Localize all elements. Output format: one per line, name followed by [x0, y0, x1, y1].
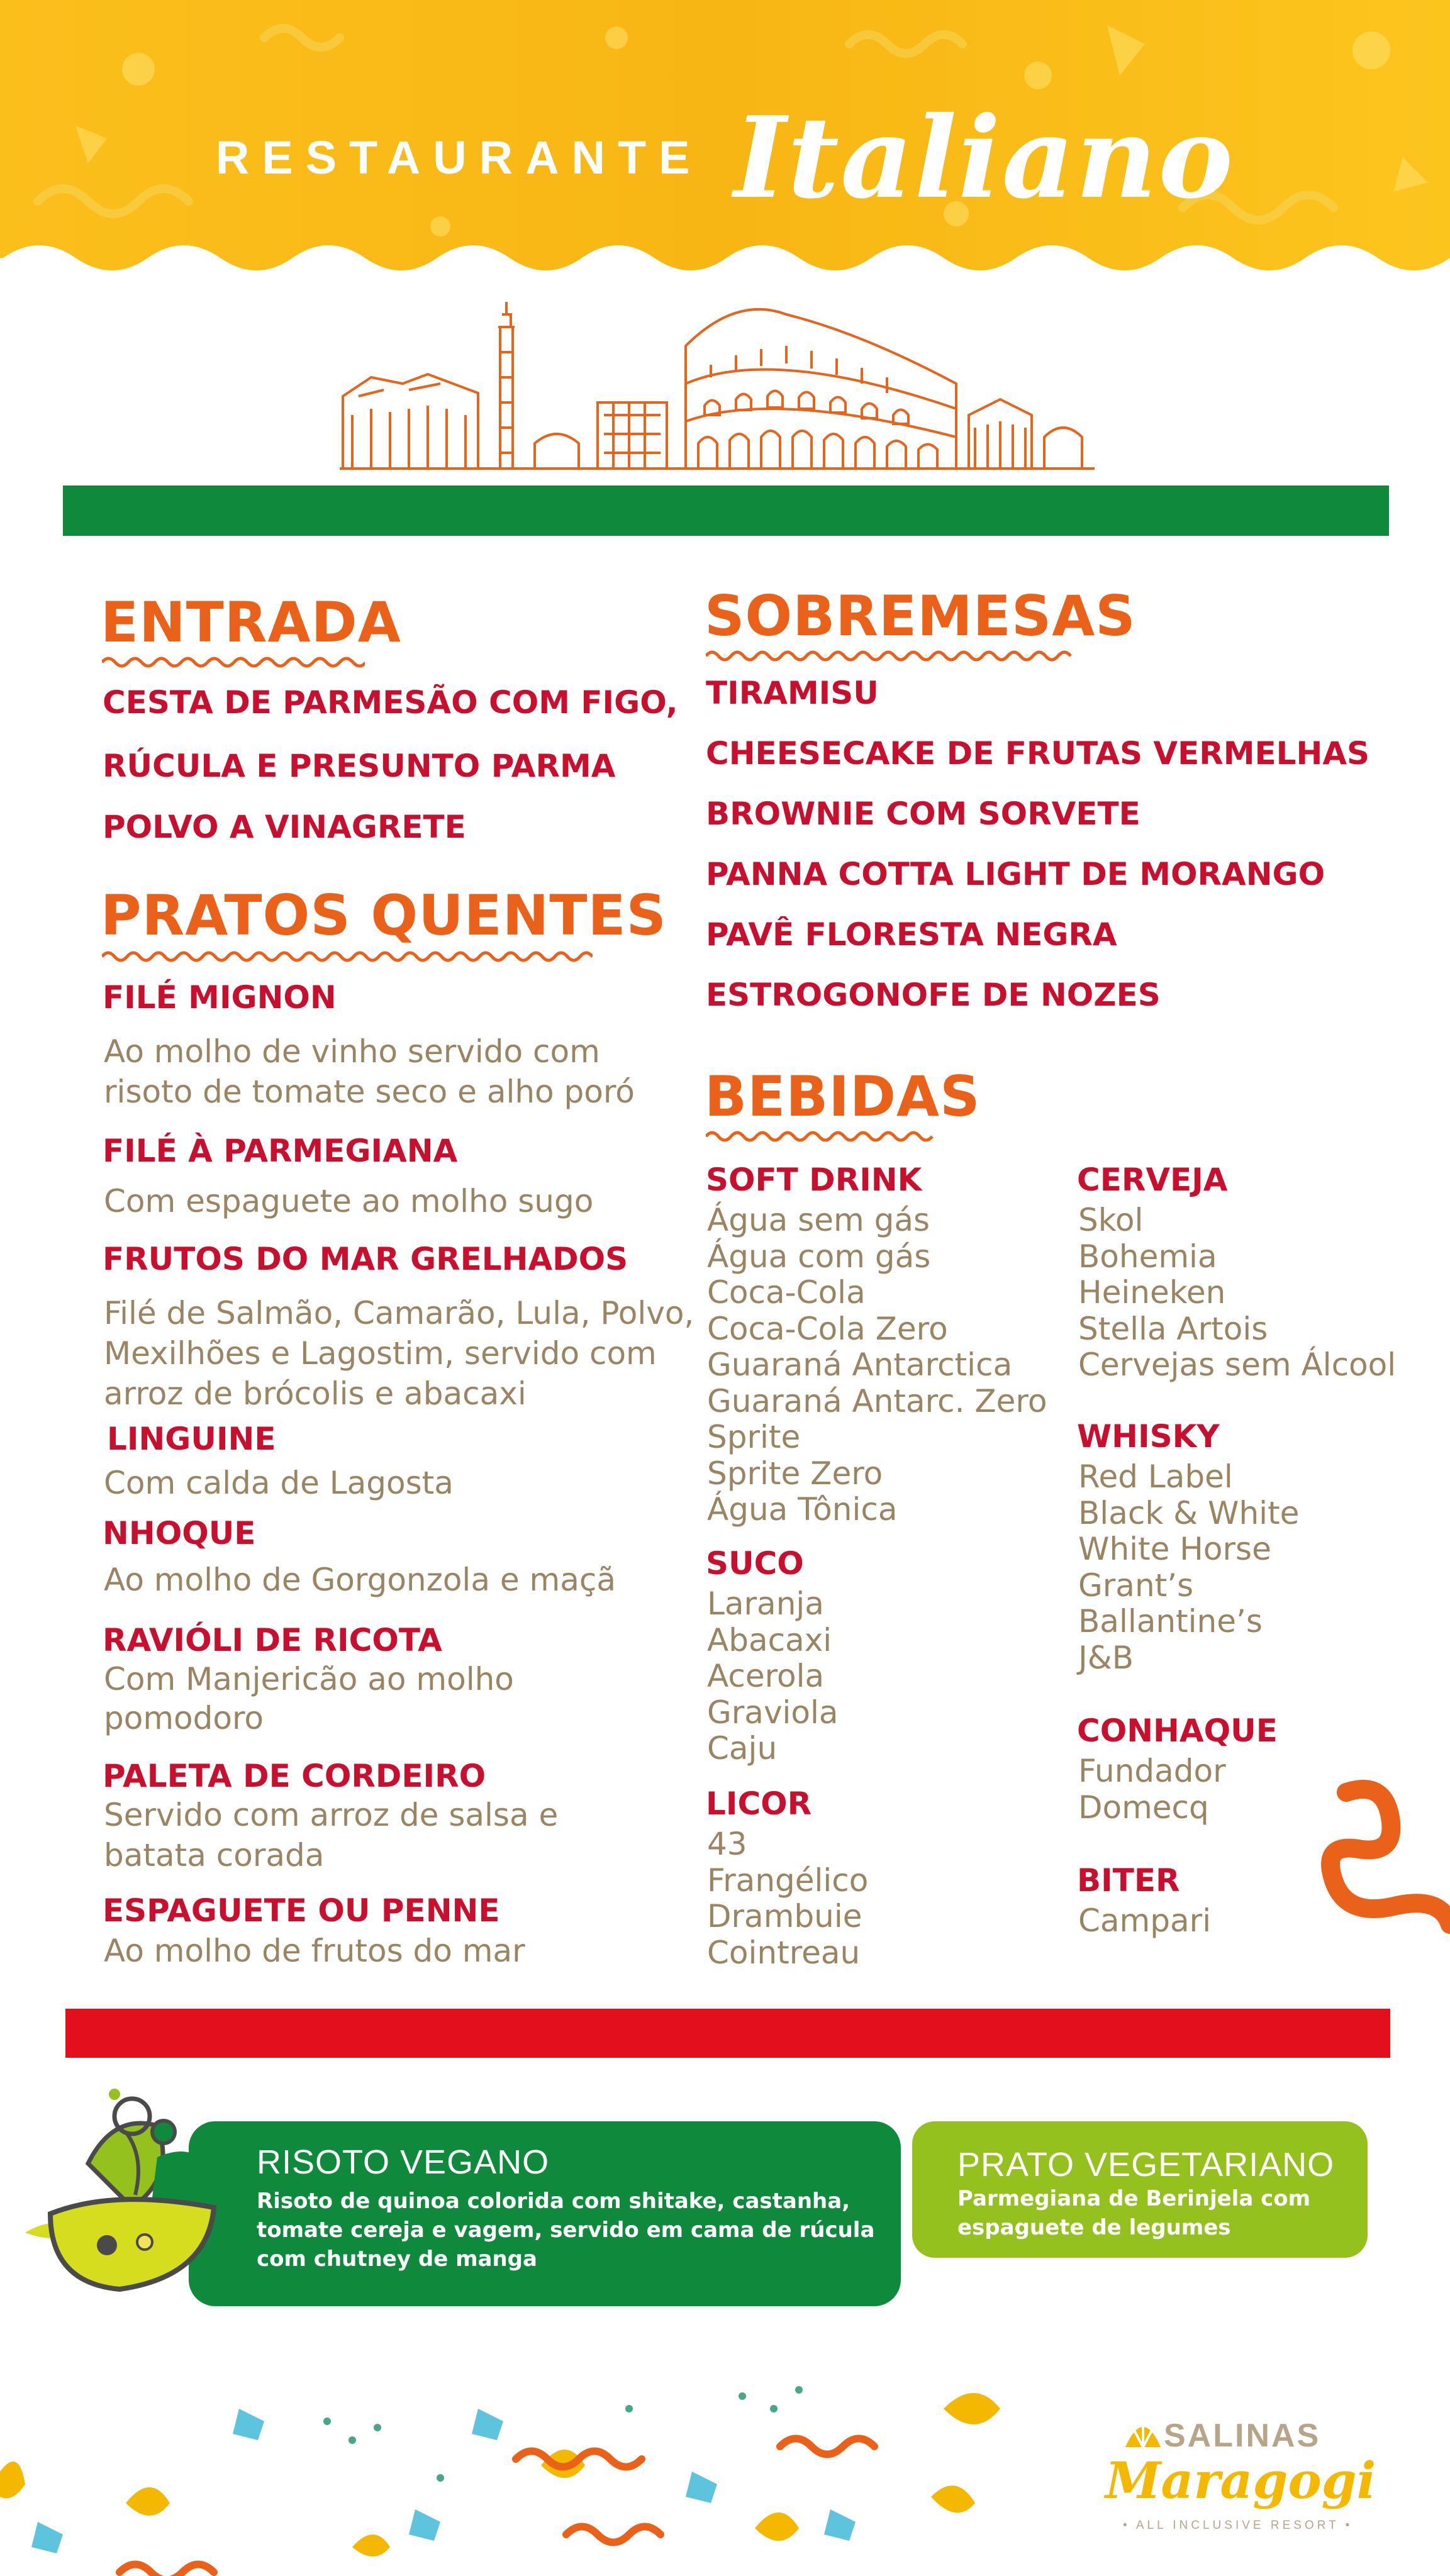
drink-item: Fundador [1078, 1753, 1226, 1789]
drink-item: Água com gás [707, 1238, 931, 1275]
entrada-squiggle [102, 654, 365, 670]
licor-list [707, 1826, 868, 1971]
green-divider-bar [63, 486, 1389, 536]
vegetarian-title: PRATO VEGETARIANO [957, 2146, 1335, 2184]
dessert-item-5: PAVÊ FLORESTA NEGRA [706, 916, 1117, 953]
drink-item: Red Label [1078, 1458, 1233, 1495]
dish-linguine-desc: Com calda de Lagosta [104, 1465, 454, 1501]
dish-espaguete-penne-desc: Ao molho de frutos do mar [104, 1933, 525, 1969]
dish-paleta-cordeiro-desc-1: Servido com arroz de salsa e [104, 1797, 559, 1833]
drink-item: 43 [707, 1826, 747, 1862]
dish-linguine: LINGUINE [107, 1421, 276, 1457]
vegetarian-special-box [912, 2121, 1368, 2258]
drink-item: J&B [1078, 1639, 1134, 1676]
title-italiano: Italiano [733, 91, 1235, 223]
drink-item: Acerola [707, 1658, 825, 1694]
drink-item: Sprite Zero [707, 1455, 883, 1492]
drink-item: Domecq [1078, 1789, 1209, 1826]
dessert-item-1: TIRAMISU [706, 675, 879, 711]
vegetarian-desc-2: espaguete de legumes [957, 2215, 1231, 2240]
drink-item: Sprite [707, 1419, 801, 1455]
vegetarian-desc-1: Parmegiana de Berinjela com [957, 2186, 1311, 2211]
vegan-title: RISOTO VEGANO [257, 2143, 550, 2181]
drink-item: Guaraná Antarc. Zero [707, 1382, 1047, 1419]
drink-item: Água sem gás [707, 1202, 930, 1238]
drink-item: Skol [1078, 1202, 1144, 1238]
drink-item: White Horse [1078, 1531, 1271, 1567]
drink-item: Guaraná Antarctica [707, 1346, 1013, 1383]
sobremesas-squiggle [706, 648, 1081, 664]
dish-file-mignon-desc-2: risoto de tomate seco e alho poró [104, 1074, 635, 1110]
biter-list [1078, 1903, 1211, 1940]
sun-shell-icon [1123, 2412, 1163, 2450]
restaurant-title [0, 91, 1450, 223]
drink-group-soft-drink: SOFT DRINK [706, 1162, 922, 1198]
dish-ravioli: RAVIÓLI DE RICOTA [103, 1622, 442, 1658]
logo-maragogi: Maragogi [1105, 2451, 1376, 2510]
entrada-item-1: CESTA DE PARMESÃO COM FIGO, [103, 684, 678, 721]
entrada-heading: ENTRADA [101, 590, 401, 655]
dish-file-mignon-desc-1: Ao molho de vinho servido com [104, 1033, 600, 1070]
vegan-desc-1: Risoto de quinoa colorida com shitake, castanha, [257, 2189, 850, 2214]
drink-item: Bohemia [1078, 1238, 1217, 1275]
dish-frutos-do-mar: FRUTOS DO MAR GRELHADOS [103, 1241, 628, 1277]
dish-ravioli-desc-1: Com Manjericão ao molho [104, 1661, 514, 1697]
dish-file-parmegiana-desc: Com espaguete ao molho sugo [104, 1183, 594, 1219]
cerveja-list [1078, 1202, 1396, 1384]
soft-drink-list [707, 1202, 1047, 1528]
suco-list [707, 1586, 839, 1767]
drink-item: Ballantine’s [1078, 1603, 1263, 1640]
vegan-desc-3: com chutney de manga [257, 2246, 537, 2272]
vegan-desc-2: tomate cereja e vagem, servido em cama de rúcula [257, 2218, 875, 2243]
drink-group-conhaque: CONHAQUE [1077, 1713, 1278, 1749]
drink-group-cerveja: CERVEJA [1077, 1162, 1228, 1198]
dish-paleta-cordeiro: PALETA DE CORDEIRO [103, 1758, 486, 1794]
dish-espaguete-penne: ESPAGUETE OU PENNE [103, 1892, 500, 1929]
pratos-quentes-heading: PRATOS QUENTES [101, 883, 667, 948]
whisky-list [1078, 1459, 1299, 1676]
rome-skyline-illustration [333, 289, 1101, 478]
red-divider-bar [65, 2009, 1390, 2058]
drink-group-biter: BITER [1077, 1862, 1180, 1899]
dessert-item-2: CHEESECAKE DE FRUTAS VERMELHAS [706, 735, 1370, 772]
bebidas-squiggle [706, 1128, 942, 1145]
drink-item: Drambuie [707, 1898, 862, 1935]
dessert-item-4: PANNA COTTA LIGHT DE MORANGO [706, 856, 1325, 892]
logo-all-inclusive: • ALL INCLUSIVE RESORT • [1123, 2519, 1353, 2532]
dessert-item-6: ESTROGONOFE DE NOZES [706, 977, 1161, 1013]
vegan-special-box [189, 2121, 901, 2306]
drink-item: Grant’s [1078, 1567, 1194, 1604]
conhaque-list [1078, 1753, 1226, 1826]
drink-item: Stella Artois [1078, 1310, 1268, 1347]
drink-item: Cervejas sem Álcool [1078, 1346, 1397, 1383]
drink-group-suco: SUCO [706, 1545, 804, 1582]
logo-salinas: SALINAS [1164, 2418, 1321, 2454]
sobremesas-heading: SOBREMESAS [705, 584, 1136, 648]
drink-item: Caju [707, 1730, 778, 1767]
drink-group-licor: LICOR [706, 1785, 812, 1822]
dish-frutos-do-mar-desc-3: arroz de brócolis e abacaxi [104, 1375, 527, 1412]
salad-bowl-icon [13, 2088, 233, 2296]
dessert-item-3: BROWNIE COM SORVETE [706, 796, 1140, 832]
entrada-item-3: POLVO A VINAGRETE [103, 809, 466, 845]
drink-item: Frangélico [707, 1862, 869, 1899]
drink-group-whisky: WHISKY [1077, 1418, 1220, 1455]
entrada-item-2: RÚCULA E PRESUNTO PARMA [103, 748, 616, 784]
drink-item: Abacaxi [707, 1621, 832, 1658]
dish-nhoque: NHOQUE [103, 1515, 256, 1552]
drink-item: Graviola [707, 1694, 839, 1731]
drink-item: Black & White [1078, 1494, 1300, 1531]
orange-wave-decoration [1296, 1780, 1450, 1943]
pratos-quentes-squiggle [102, 948, 593, 965]
drink-item: Heineken [1078, 1274, 1226, 1311]
dish-file-parmegiana: FILÉ À PARMEGIANA [103, 1133, 458, 1169]
bebidas-heading: BEBIDAS [705, 1064, 981, 1129]
dish-paleta-cordeiro-desc-2: batata corada [104, 1837, 325, 1874]
dish-ravioli-desc-2: pomodoro [104, 1700, 264, 1736]
drink-item: Laranja [707, 1585, 824, 1622]
header-banner [0, 0, 1450, 289]
drink-item: Cointreau [707, 1934, 861, 1971]
dish-nhoque-desc: Ao molho de Gorgonzola e maçã [104, 1562, 616, 1598]
dish-frutos-do-mar-desc-2: Mexilhões e Lagostim, servido com [104, 1335, 657, 1372]
title-restaurante: RESTAURANTE [215, 131, 703, 184]
drink-item: Coca-Cola Zero [707, 1310, 948, 1347]
drink-item: Coca-Cola [707, 1274, 866, 1311]
dish-frutos-do-mar-desc-1: Filé de Salmão, Camarão, Lula, Polvo, [104, 1295, 694, 1331]
footer-pattern [0, 2384, 1069, 2576]
drink-item: Água Tônica [707, 1491, 898, 1528]
salinas-maragogi-logo [1098, 2406, 1376, 2550]
drink-item: Campari [1078, 1902, 1212, 1939]
dish-file-mignon: FILÉ MIGNON [103, 979, 337, 1016]
